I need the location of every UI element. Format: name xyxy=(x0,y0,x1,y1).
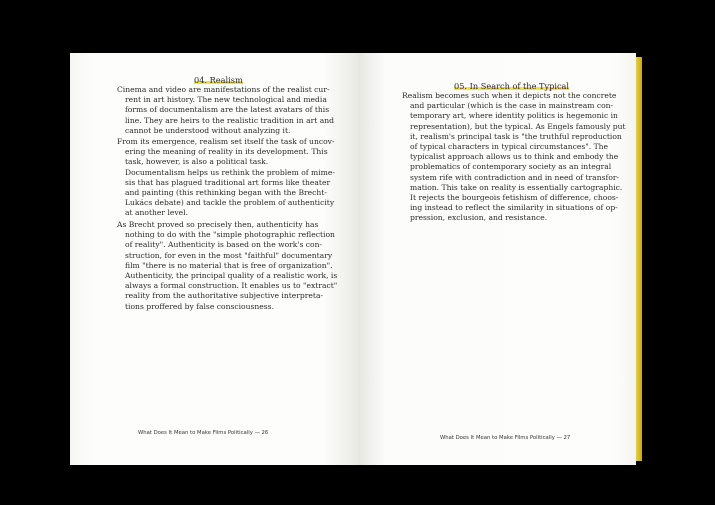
text-line: system rife with contradiction and in need of transfor- xyxy=(410,172,620,182)
page-edge-yellow xyxy=(636,57,642,461)
left-heading xyxy=(194,75,243,85)
text-line: always a formal construction. It enables us to "extract" xyxy=(125,281,338,291)
right-footer: What Does It Mean to Make Films Politically — 27 xyxy=(440,435,571,441)
text-line: film "there is no material that is free of organization". xyxy=(125,260,333,270)
text-line: cannot be understood without analyzing it. xyxy=(125,125,291,135)
text-line: Realism becomes such when it depicts not the concrete xyxy=(402,91,617,100)
book-spread xyxy=(70,53,642,465)
text-line: It rejects the bourgeois fetishism of difference, choos- xyxy=(410,193,619,203)
left-page xyxy=(70,53,358,465)
left-heading-text: 04. Realism xyxy=(194,75,243,85)
text-line: ering the meaning of reality in its development. This xyxy=(125,147,328,157)
text-line: Lukács debate) and tackle the problem of authenticity xyxy=(125,198,335,208)
text-line: nothing to do with the "simple photographic reflection xyxy=(125,230,335,240)
text-line: and painting (this rethinking began with the Brecht- xyxy=(125,188,327,198)
right-paragraph-1 xyxy=(402,91,626,224)
text-line: struction, for even in the most "faithful" documentary xyxy=(125,250,333,260)
text-line: and particular (which is the case in mainstream con- xyxy=(410,101,614,111)
text-line: forms of documentalism are the latest avatars of this xyxy=(125,105,330,115)
text-line: of reality". Authenticity is based on the work's con- xyxy=(125,240,323,250)
text-line: ing instead to reflect the similarity in situations of op- xyxy=(410,203,618,213)
text-line: reality from the authoritative subjective interpreta- xyxy=(125,291,324,301)
text-line: problematics of contemporary society as an integral xyxy=(410,162,612,172)
left-footer: What Does It Mean to Make Films Politically — 26 xyxy=(138,430,269,436)
text-line: mation. This take on reality is essentially cartographic. xyxy=(410,182,623,192)
text-line: As Brecht proved so precisely then, authenticity has xyxy=(117,220,319,229)
right-heading-text: 05. In Search of the Typical xyxy=(454,81,570,91)
text-line: sis that has plagued traditional art forms like theater xyxy=(125,177,331,187)
left-paragraph-1 xyxy=(117,85,334,136)
left-paragraph-2 xyxy=(117,137,335,219)
text-line: From its emergence, realism set itself the task of uncov- xyxy=(117,137,335,146)
text-line: tions proffered by false consciousness. xyxy=(125,301,274,311)
text-line: Documentalism helps us rethink the problem of mime- xyxy=(125,167,335,177)
text-line: line. They are heirs to the realistic tradition in art and xyxy=(125,115,334,125)
text-line: of typical characters in typical circumstances". The xyxy=(410,142,609,152)
text-line: pression, exclusion, and resistance. xyxy=(410,213,548,223)
left-paragraph-3 xyxy=(117,220,338,312)
text-line: Authenticity, the principal quality of a realistic work, is xyxy=(125,271,338,281)
right-page xyxy=(358,53,636,465)
text-line: it, realism's principal task is "the truthful reproduction xyxy=(410,131,622,141)
text-line: representation), but the typical. As Engels famously put xyxy=(410,121,626,131)
text-line: at another level. xyxy=(125,208,189,218)
text-line: Cinema and video are manifestations of the realist cur- xyxy=(117,85,330,94)
text-line: temporary art, where identity politics is hegemonic in xyxy=(410,111,618,121)
text-line: task, however, is also a political task. xyxy=(125,157,269,167)
text-line: typicalist approach allows us to think and embody the xyxy=(410,152,619,162)
right-heading xyxy=(454,81,569,91)
text-line: rent in art history. The new technological and media xyxy=(125,95,327,105)
